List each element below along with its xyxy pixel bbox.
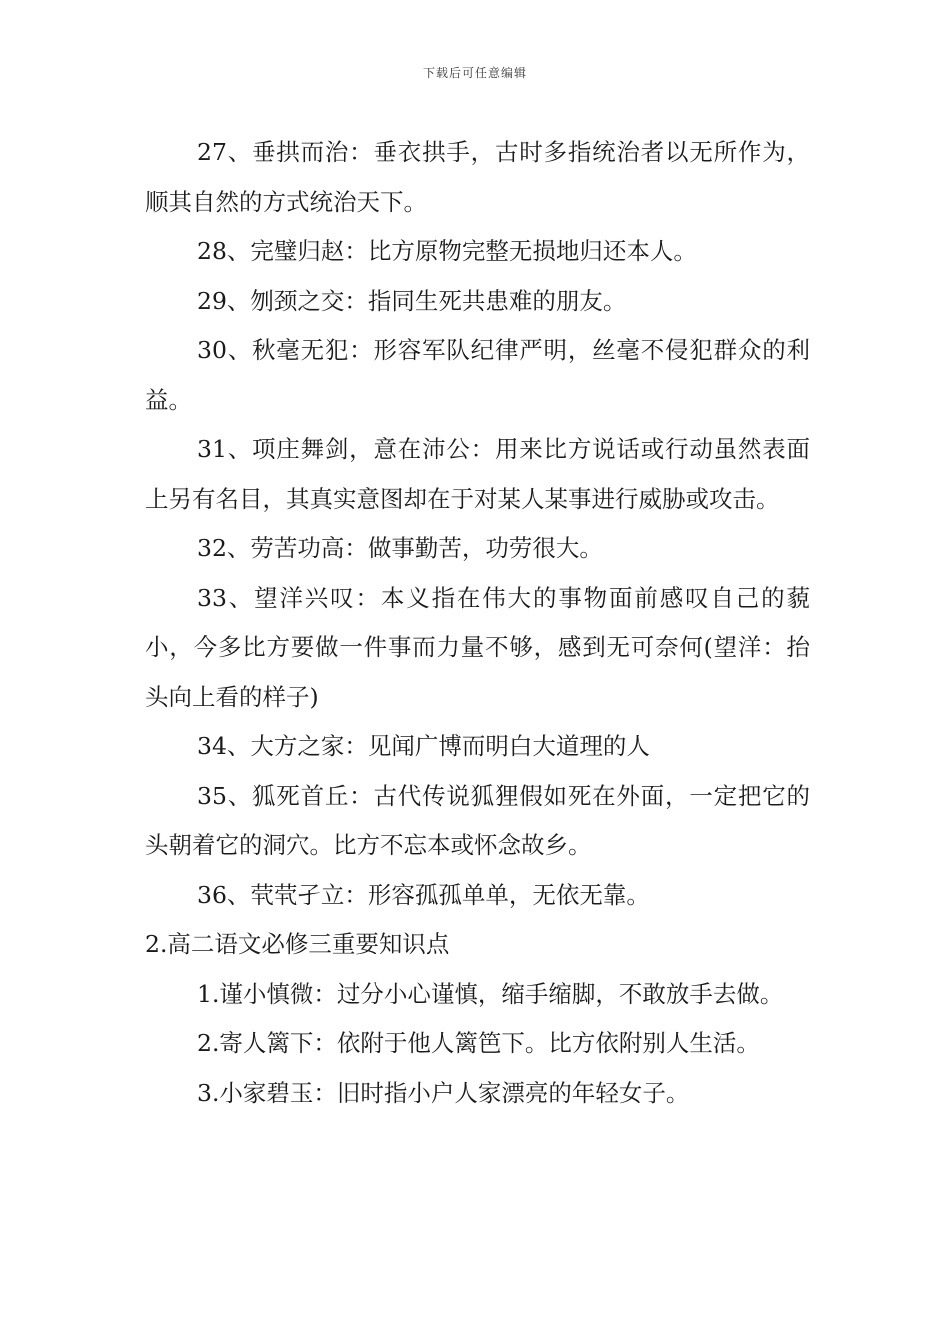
page-header: 下载后可任意编辑 [422, 66, 527, 80]
paragraph-36: 36、茕茕孑立：形容孤孤单单，无依无靠。 [197, 880, 650, 909]
paragraph-27: 27、垂拱而治：垂衣拱手，古时多指统治者以无所作为，顺其自然的方式统治天下。 [145, 138, 810, 216]
paragraph-33: 33、望洋兴叹：本义指在伟大的事物面前感叹自己的藐小，今多比方要做一件事而力量不够，感到无可奈何(望洋：抬头向上看的样子) [145, 583, 810, 711]
paragraph-30: 30、秋毫无犯：形容军队纪律严明，丝毫不侵犯群众的利益。 [145, 336, 810, 414]
paragraph-32: 32、劳苦功高：做事勤苦，功劳很大。 [197, 534, 603, 562]
document-body [145, 128, 810, 1118]
paragraph-34: 34、大方之家：见闻广博而明白大道理的人 [197, 732, 650, 760]
section-paragraph-1: 1.谨小慎微：过分小心谨慎，缩手缩脚，不敢放手去做。 [197, 979, 784, 1008]
section-heading: 2.高二语文必修三重要知识点 [145, 930, 450, 958]
paragraph-28: 28、完璧归赵：比方原物完整无损地归还本人。 [197, 237, 697, 265]
section-paragraph-2: 2.寄人篱下：依附于他人篱笆下。比方依附别人生活。 [197, 1029, 760, 1057]
paragraph-31: 31、项庄舞剑，意在沛公：用来比方说话或行动虽然表面上另有名目，其真实意图却在于对某人某事进行威胁或攻击。 [145, 435, 810, 513]
paragraph-35: 35、狐死首丘：古代传说狐狸假如死在外面，一定把它的头朝着它的洞穴。比方不忘本或怀念故乡。 [145, 781, 810, 859]
paragraph-29: 29、刎颈之交：指同生死共患难的朋友。 [197, 286, 627, 315]
section-paragraph-3: 3.小家碧玉：旧时指小户人家漂亮的年轻女子。 [197, 1078, 690, 1107]
